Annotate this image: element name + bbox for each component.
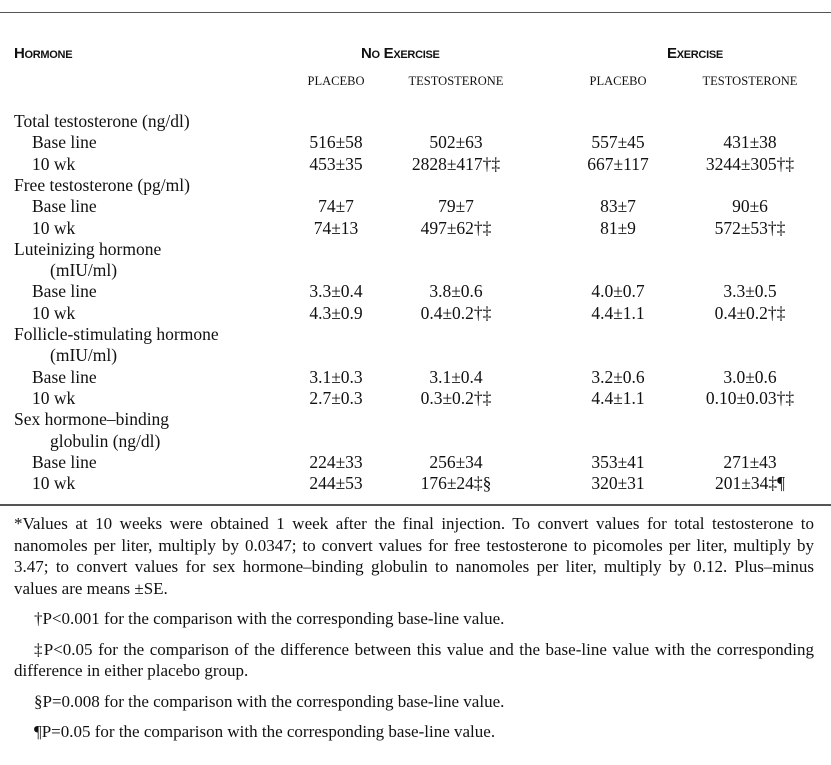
table-cell: 81±9 xyxy=(600,217,636,238)
table-cell: 2.7±0.3 xyxy=(309,387,363,408)
footnote: †P<0.001 for the comparison with the corresponding base-line value. xyxy=(34,609,505,628)
table-cell: 0.4±0.2†‡ xyxy=(714,302,786,323)
top-rule xyxy=(0,12,831,13)
hormone-label: Total testosterone (ng/dl) xyxy=(14,111,190,131)
table-cell: 74±13 xyxy=(313,217,359,238)
timepoint-label: 10 wk xyxy=(32,153,76,174)
footnote: *Values at 10 weeks were obtained 1 week after the final injection. To convert values for total testosterone to nanomoles per liter, multiply by 0.0347; to convert values for free testosterone to picomoles per liter, multiply by 3.47; to convert values for sex hormone–binding globulin to nanomoles per liter, multiply by 0.12. Plus–minus values are means ±SE. xyxy=(14,514,814,598)
table-cell: 4.4±1.1 xyxy=(591,302,645,323)
table-cell: 453±35 xyxy=(309,153,363,174)
subheader-placebo: PLACEBO xyxy=(307,74,365,88)
table-cell: 3.1±0.4 xyxy=(429,366,483,387)
hormone-label: (mIU/ml) xyxy=(50,345,118,366)
timepoint-label: 10 wk xyxy=(32,387,76,408)
timepoint-label: Base line xyxy=(32,366,97,387)
table-row xyxy=(0,154,831,175)
hormone-label: Sex hormone–binding xyxy=(14,409,170,430)
subheader-testosterone: TESTOSTERONE xyxy=(408,74,504,88)
table-row xyxy=(0,281,831,302)
timepoint-label: Base line xyxy=(32,196,97,217)
table-cell: 497±62†‡ xyxy=(420,217,492,238)
group-label-row xyxy=(0,409,831,430)
table-cell: 353±41 xyxy=(591,451,645,472)
table-cell: 0.4±0.2†‡ xyxy=(420,302,492,323)
group-label-row xyxy=(0,111,831,132)
table-row xyxy=(0,132,831,153)
table-cell: 256±34 xyxy=(429,451,483,472)
table-cell: 3244±305†‡ xyxy=(705,153,795,174)
subheader-placebo: PLACEBO xyxy=(589,74,647,88)
footnotes xyxy=(14,513,814,752)
hormone-label: (mIU/ml) xyxy=(50,260,118,281)
table-cell: 4.0±0.7 xyxy=(591,281,645,302)
table-cell: 79±7 xyxy=(438,196,474,217)
table-cell: 90±6 xyxy=(732,196,768,217)
header-exercise: Exercise xyxy=(667,45,723,62)
table-cell: 667±117 xyxy=(587,153,649,174)
table-cell: 572±53†‡ xyxy=(714,217,786,238)
group-label-row xyxy=(0,175,831,196)
footnote: ¶P=0.05 for the comparison with the corresponding base-line value. xyxy=(34,722,496,741)
table-cell: 320±31 xyxy=(591,473,645,494)
table-cell: 3.3±0.4 xyxy=(309,281,363,302)
timepoint-label: Base line xyxy=(32,281,97,302)
group-label-row xyxy=(0,239,831,260)
table-cell: 224±33 xyxy=(309,451,363,472)
table-cell: 201±34‡¶ xyxy=(714,473,786,494)
footnote: ‡P<0.05 for the comparison of the difference between this value and the base-line value with the corresponding difference in either placebo group. xyxy=(14,639,814,680)
table-cell: 4.3±0.9 xyxy=(309,302,363,323)
hormone-label: Free testosterone (pg/ml) xyxy=(14,174,190,195)
table-row xyxy=(0,367,831,388)
hormone-label: globulin (ng/dl) xyxy=(50,430,161,451)
hormone-label: Follicle-stimulating hormone xyxy=(14,324,219,344)
table-row xyxy=(0,388,831,409)
table-cell: 83±7 xyxy=(600,196,636,217)
hormone-label: Luteinizing hormone xyxy=(14,238,162,259)
table-cell: 557±45 xyxy=(591,132,645,153)
table-cell: 3.8±0.6 xyxy=(429,281,483,302)
table-cell: 271±43 xyxy=(723,451,777,472)
table-cell: 244±53 xyxy=(309,473,363,494)
group-label-row xyxy=(0,260,831,281)
table-cell: 3.3±0.5 xyxy=(723,281,777,302)
timepoint-label: Base line xyxy=(32,451,97,472)
table-cell: 3.0±0.6 xyxy=(723,366,777,387)
table-cell: 3.1±0.3 xyxy=(309,366,363,387)
timepoint-label: 10 wk xyxy=(32,473,76,494)
table-row xyxy=(0,196,831,217)
table-cell: 0.10±0.03†‡ xyxy=(705,387,795,408)
table-cell: 2828±417†‡ xyxy=(411,153,501,174)
table-row xyxy=(0,303,831,324)
table-row xyxy=(0,218,831,239)
table-row xyxy=(0,452,831,473)
group-label-row xyxy=(0,431,831,452)
table-cell: 516±58 xyxy=(309,132,363,153)
table-cell: 502±63 xyxy=(429,132,483,153)
table-cell: 74±7 xyxy=(318,196,354,217)
table-cell: 0.3±0.2†‡ xyxy=(420,387,492,408)
header-hormone: Hormone xyxy=(14,45,73,62)
bottom-rule xyxy=(0,504,831,506)
footnote: §P=0.008 for the comparison with the corresponding base-line value. xyxy=(34,691,505,711)
table-cell: 431±38 xyxy=(723,132,777,153)
table-row xyxy=(0,473,831,494)
timepoint-label: Base line xyxy=(32,132,97,153)
group-label-row xyxy=(0,324,831,345)
subheader-testosterone: TESTOSTERONE xyxy=(702,74,798,88)
header-no-exercise: No Exercise xyxy=(361,45,440,62)
group-label-row xyxy=(0,345,831,366)
table-cell: 4.4±1.1 xyxy=(591,387,645,408)
table-cell: 3.2±0.6 xyxy=(591,366,645,387)
timepoint-label: 10 wk xyxy=(32,302,76,323)
timepoint-label: 10 wk xyxy=(32,217,76,238)
table-cell: 176±24‡§ xyxy=(420,473,492,494)
